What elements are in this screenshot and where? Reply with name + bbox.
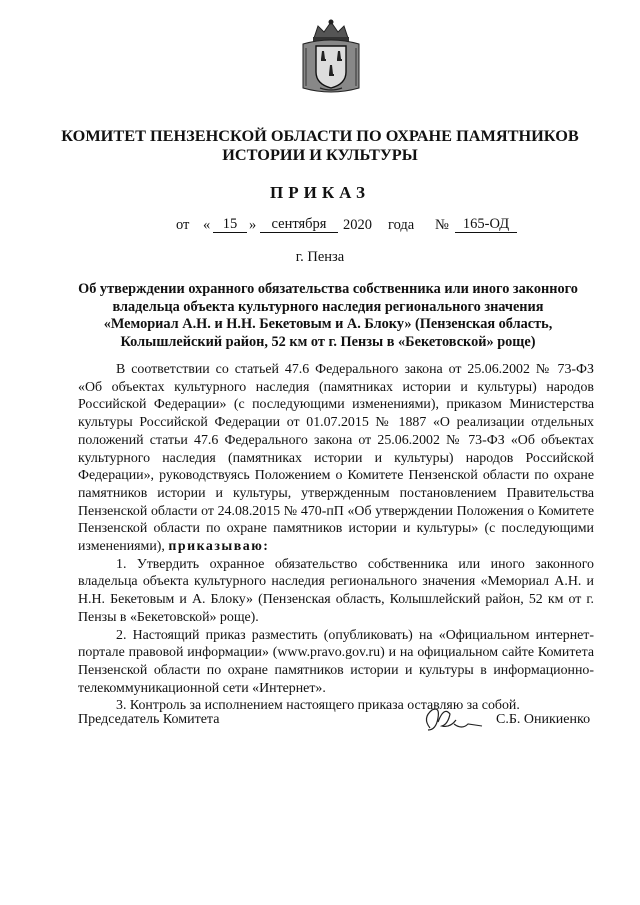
item-1: 1. Утвердить охранное обязательство собственника или иного законного владельца объекта культурного наследия регионального значения «Мемориал А.Н. и Н.Н. Бекетовым и А. Блоку» (Пензенская область, Колышлейский район, 52 км от г. Пензы в «Бекетовской» роще). <box>78 556 594 625</box>
organization-name-line1: КОМИТЕТ ПЕНЗЕНСКОЙ ОБЛАСТИ ПО ОХРАНЕ ПАМЯТНИКОВ <box>61 126 579 145</box>
quote-open: « <box>203 217 211 233</box>
order-year: 2020 <box>343 217 372 233</box>
item-3: 3. Контроль за исполнением настоящего приказа оставляю за собой. <box>116 698 520 714</box>
number-label: № <box>435 217 449 233</box>
order-number: 165-ОД <box>455 217 517 233</box>
signatory-name: С.Б. Оникиенко <box>496 712 591 727</box>
from-label: от <box>176 217 190 233</box>
order-subject: Об утверждении охранного обязательства собственника или иного законного владельца объекта культурного наследия регионального значения «Мемориал А.Н. и Н.Н. Бекетовым и А. Блоку» (Пензенская область, Колышлейский район, 52 км от г. Пензы в «Бекетовской» роще) <box>78 281 578 350</box>
handwritten-signature-icon <box>420 700 488 736</box>
organization-name-line2: ИСТОРИИ И КУЛЬТУРЫ <box>222 145 418 164</box>
preamble-paragraph <box>78 361 594 556</box>
document-type-title: ПРИКАЗ <box>270 183 370 202</box>
signatory-role: Председатель Комитета <box>78 712 220 727</box>
order-month: сентября <box>260 217 338 233</box>
organization-name <box>40 126 600 164</box>
order-word: приказываю: <box>168 539 270 555</box>
order-day: 15 <box>213 217 247 233</box>
quote-close: » <box>249 217 257 233</box>
preamble-text: В соответствии со статьей 47.6 Федерального закона от 25.06.2002 № 73-ФЗ «Об объектах культурного наследия (памятниках истории и культуры) народов Российской Федерации» (с последующими изменениями), приказом Министерства культуры Российской Федерации от 01.07.2015 № 1887 «О реализации отдельных положений статьи 47.6 Федерального закона от 25.06.2002 № 73-ФЗ «Об объектах культурного наследия (памятниках истории и культуры) народов Российской Федерации», руководствуясь Положением о Комитете Пензенской области по охране памятников истории и культуры, утвержденным постановлением Правительства Пензенской области от 24.08.2015 № 470-пП «Об утверждении Положения о Комитете Пензенской области по охране памятников истории и культуры» (с последующими изменениями), <box>78 362 594 555</box>
item-2: 2. Настоящий приказ разместить (опубликовать) на «Официальном интернет-портале правовой информации» (www.pravo.gov.ru) и на официальном сайте Комитета Пензенской области по охране памятников истории и культуры в информационно-телекоммуникационной сети «Интернет». <box>78 627 594 696</box>
coat-of-arms-icon <box>300 18 362 94</box>
order-body <box>78 361 594 715</box>
city: г. Пенза <box>295 249 345 265</box>
year-label: года <box>388 217 415 233</box>
